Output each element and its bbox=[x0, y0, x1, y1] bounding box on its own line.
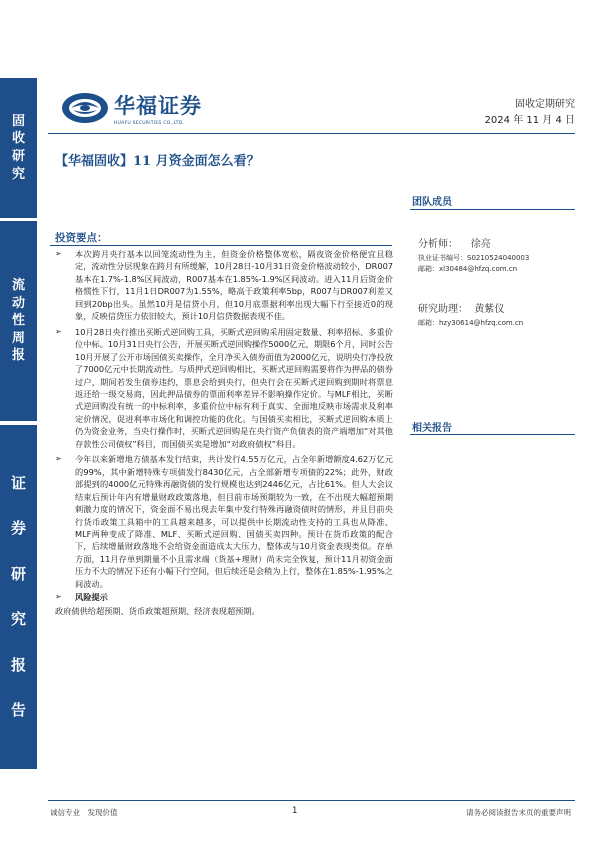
report-date: 2024 年 11 月 4 日 bbox=[484, 115, 575, 126]
risk-heading: 风险提示 bbox=[75, 592, 108, 603]
side-tab-char: 周 bbox=[11, 330, 25, 346]
huafu-logo-icon bbox=[60, 91, 110, 125]
arrow-bullet-icon: ➢ bbox=[55, 249, 62, 258]
risk-heading-item bbox=[55, 591, 393, 603]
assistant-label: 研究助理： bbox=[418, 304, 468, 315]
report-title: 【华福固收】11 月资金面怎么看？ bbox=[55, 154, 260, 169]
arrow-bullet-icon: ➢ bbox=[55, 326, 62, 336]
investment-points-divider bbox=[50, 245, 392, 246]
side-tab-fixed-income bbox=[0, 78, 37, 218]
investment-points-heading: 投资要点： bbox=[55, 232, 108, 244]
related-reports-divider bbox=[410, 434, 575, 435]
analyst-block bbox=[418, 239, 529, 274]
analyst-name: 徐亮 bbox=[470, 239, 491, 250]
arrow-bullet-icon: ➢ bbox=[55, 454, 62, 464]
analyst-email[interactable]: 邮箱：xl30484@hfzq.com.cn bbox=[418, 264, 518, 273]
side-tab-char: 报 bbox=[11, 348, 25, 364]
arrow-bullet-icon: ➢ bbox=[55, 592, 62, 602]
risk-text: 政府债供给超预期、货币政策超预期、经济表现超预期。 bbox=[55, 605, 260, 616]
side-tab-char: 流 bbox=[11, 278, 25, 294]
bullet-item bbox=[55, 248, 393, 323]
side-tab-liquidity-weekly bbox=[0, 221, 37, 421]
team-heading: 团队成员 bbox=[412, 197, 452, 208]
side-tab-char: 收 bbox=[11, 131, 25, 147]
side-tab-char: 性 bbox=[11, 313, 25, 329]
side-tab-securities-research-report bbox=[0, 425, 37, 769]
analyst-label: 分析师： bbox=[418, 239, 458, 250]
related-reports-heading: 相关报告 bbox=[412, 423, 452, 434]
investment-points-body bbox=[55, 248, 393, 617]
bullet-item bbox=[55, 326, 393, 451]
footer-disclaimer: 请务必阅读报告末页的重要声明 bbox=[466, 808, 571, 817]
team-divider bbox=[410, 209, 575, 210]
company-logo bbox=[60, 90, 202, 126]
side-tab-char: 报 bbox=[10, 655, 26, 674]
bullet-item bbox=[55, 453, 393, 590]
side-tab-char: 究 bbox=[11, 166, 25, 182]
side-tab-char: 告 bbox=[10, 701, 26, 720]
side-tab-char: 固 bbox=[11, 113, 25, 129]
side-tab-char: 券 bbox=[10, 519, 26, 538]
assistant-block bbox=[418, 304, 523, 329]
report-type: 固收定期研究 bbox=[515, 99, 575, 110]
assistant-email[interactable]: 邮箱：hzy30614@hfzq.com.cn bbox=[418, 319, 524, 327]
bullet-text: 本次跨月央行基本以回笼流动性为主，但资金价格整体宽松，隔夜资金价格便宜且稳定，流动性分层现象在跨月有所缓解，10月28日-10月31日资金价格波动较小，DR007基本在1.7%-1.8%区间波动，R007基本在1.85%-1.9%区间波动。进入11月后资金价格惯性下行，11月1日DR007为1.55%，略高于政策利率5bp，R007与DR007利差又回到20bp出头。虽然10月是信贷小月，但10月底票据利率出现大幅下行至接近0的现象，反映信贷压力依旧较大，预计10月信贷数据表现不佳。 bbox=[75, 249, 393, 322]
assistant-name: 黄紫仪 bbox=[474, 304, 505, 315]
footer-divider bbox=[48, 800, 575, 801]
side-tab-char: 证 bbox=[10, 473, 26, 492]
footer-slogan: 诚信专业 发现价值 bbox=[50, 808, 118, 817]
side-tab-char: 研 bbox=[11, 149, 25, 164]
header-meta bbox=[485, 97, 575, 129]
side-tab-char: 研 bbox=[10, 564, 26, 583]
page-number: 1 bbox=[292, 806, 298, 816]
side-tab-char: 动 bbox=[11, 295, 25, 311]
header-divider bbox=[48, 133, 575, 134]
bullet-text: 10月28日央行推出买断式逆回购工具，买断式逆回购采用固定数量、利率招标、多重价位中标。10月31日央行公告，开展买断式逆回购操作5000亿元，期限6个月，同时公告10月开展了公开市场国债买卖操作，全月净买入债券面值为2000亿元，说明央行净投放了7000亿元中长期流动性。与质押式逆回购相比，买断式逆回购需要将作为押品的债券过户，期间若发生债券违约，票息会给到央行，但央行会在买断式逆回购到期时将票息返还给一级交易商，因此押品债券的票面利率差异不影响操作定价。与MLF相比，买断式逆回购没有统一的中标利率，多重价位中标有利于真实、全面地反映市场需求及利率定价情况，促进利率市场化和调控功能的优化。与国债买卖相比，买断式逆回购本质上仍为资金业务，当央行操作时，买断式逆回购是在央行资产负债表的资产端增加“对其他存款性公司债权”科目，而国债买卖是增加“对政府债权”科目。 bbox=[75, 326, 393, 449]
brand-name-en: HUAFU SECURITIES CO.,LTD. bbox=[114, 121, 185, 126]
bullet-text: 今年以来新增地方债基本发行结束，共计发行4.55万亿元，占全年新增额度4.62万亿元的99%，其中新增特殊专项债发行8430亿元，占全部新增专项债的22%；此外，财政部提到的4000亿元特殊再融资债的发行规模也达到2446亿元，占比61%。但人大会议结束后预计年内有增量财政政策落地，但目前市场预期较为一致，在不出现大幅超预期刺激力度的情况下，资金面不易出现去年集中发行特殊再融资债时的情形，并且目前央行货币政策工具箱中的工具越来越多，可以提供中长期流动性支持的工具也从降准、MLF两种变成了降准、MLF、买断式逆回购、国债买卖四种。预计在货币政策的配合下，后续增量财政落地不会给资金面造成太大压力，整体或与10月资金表现类似。存单方面，11月存单到期量不小且需求端（货基+理财）尚未完全恢复，预计11月初资金面压力不大的情况下还有小幅下行空间，但后续还是会稍为上行，整体在1.85%-1.95%之间波动。 bbox=[75, 454, 393, 589]
analyst-license: 执业证书编号：S0210524040003 bbox=[418, 254, 530, 262]
side-tab-char: 究 bbox=[10, 610, 26, 629]
brand-name-cn: 华福证券 bbox=[114, 93, 202, 118]
